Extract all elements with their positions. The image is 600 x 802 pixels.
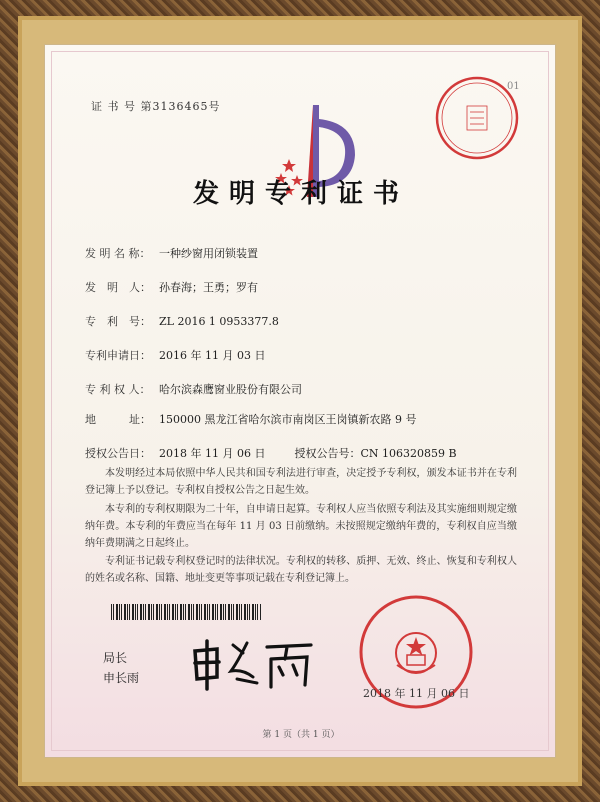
grant-date-label: 授权公告日：	[85, 447, 151, 460]
field-label: 发 明 名 称：	[85, 247, 151, 260]
field-value: 哈尔滨森鹰窗业股份有限公司	[159, 383, 302, 396]
seal-date: 2018 年 11 月 06 日	[363, 687, 470, 700]
field-value: ZL 2016 1 0953377.8	[159, 315, 279, 328]
field-value: 一种纱窗用闭锁装置	[159, 247, 258, 260]
field-value: 孙春海；王勇；罗有	[159, 281, 258, 294]
agency-seal-icon	[433, 74, 521, 162]
director-signature	[187, 633, 317, 693]
handwritten-note: 01	[507, 81, 520, 92]
grant-date-value: 2018 年 11 月 06 日	[159, 447, 266, 460]
field-label: 发 明 人：	[85, 281, 151, 294]
field-value: 150000 黑龙江省哈尔滨市南岗区王岗镇新农路 9 号	[159, 413, 417, 426]
page-footer: 第 1 页（共 1 页）	[262, 730, 340, 740]
field-value: 2016 年 11 月 03 日	[159, 349, 266, 362]
field-address	[85, 411, 416, 427]
certificate-number: 证 书 号 第3136465号	[91, 100, 221, 113]
field-label: 专 利 权 人：	[85, 383, 151, 396]
paragraph-grant: 本发明经过本局依照中华人民共和国专利法进行审查，决定授予专利权，颁发本证书并在专利登记簿上予以登记。专利权自授权公告之日起生效。	[85, 468, 517, 496]
agency-seal	[433, 74, 521, 162]
field-patentee	[85, 381, 302, 397]
field-application-date	[85, 347, 265, 363]
field-label: 专 利 号：	[85, 315, 151, 328]
paragraph-term: 本专利的专利权期限为二十年，自申请日起算。专利权人应当依照专利法及其实施细则规定缴纳年费。本专利的年费应当在每年 11 月 03 日前缴纳。未按照规定缴纳年费的，专利权自应当缴纳年费期满之日起终止。	[85, 504, 517, 549]
director-name: 申长雨	[103, 671, 140, 685]
certificate-paper	[44, 44, 556, 758]
field-invention-name	[85, 245, 258, 261]
paragraph-record: 专利证书记载专利权登记时的法律状况。专利权的转移、质押、无效、终止、恢复和专利权人的姓名或名称、国籍、地址变更等事项记载在专利登记簿上。	[85, 556, 517, 584]
field-label: 地 址：	[85, 413, 151, 426]
field-patent-number	[85, 313, 279, 329]
grant-number-value: CN 106320859 B	[360, 447, 457, 460]
field-grant	[85, 445, 457, 461]
field-label: 专利申请日：	[85, 349, 151, 362]
director-title: 局长	[103, 651, 128, 665]
certificate-title: 发明专利证书	[192, 179, 409, 209]
barcode	[111, 604, 261, 620]
field-inventor	[85, 279, 258, 295]
grant-number-label: 授权公告号：	[294, 447, 361, 460]
